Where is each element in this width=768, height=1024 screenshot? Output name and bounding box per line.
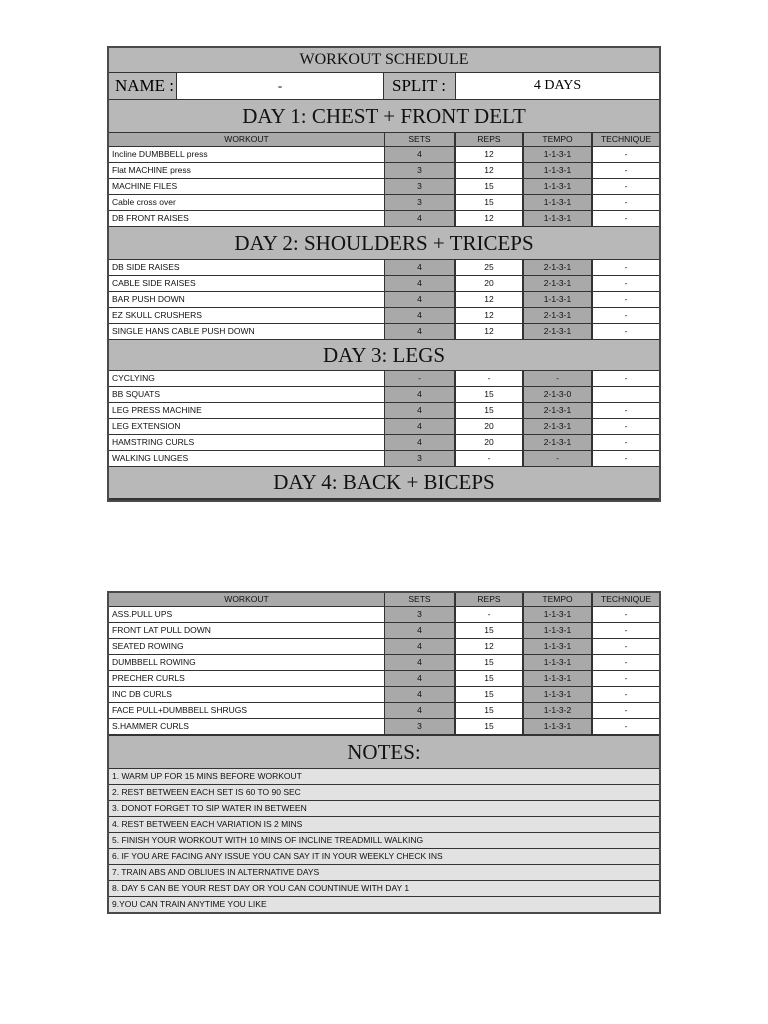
- col-workout: WORKOUT: [109, 133, 385, 146]
- reps-value: 15: [455, 687, 523, 702]
- technique-value: -: [592, 308, 659, 323]
- exercise-name: FRONT LAT PULL DOWN: [109, 623, 385, 638]
- exercise-row: [109, 719, 659, 735]
- technique-value: -: [592, 163, 659, 178]
- tempo-value: 1-1-3-1: [523, 211, 592, 226]
- exercise-row: [109, 623, 659, 639]
- day-4-rows: [109, 607, 659, 735]
- exercise-name: BB SQUATS: [109, 387, 385, 402]
- exercise-row: [109, 387, 659, 403]
- tempo-value: 1-1-3-1: [523, 687, 592, 702]
- exercise-name: ASS.PULL UPS: [109, 607, 385, 622]
- sets-value: 4: [385, 655, 455, 670]
- exercise-name: LEG EXTENSION: [109, 419, 385, 434]
- reps-value: 20: [455, 419, 523, 434]
- tempo-value: 1-1-3-1: [523, 639, 592, 654]
- sets-value: 4: [385, 260, 455, 275]
- col-technique: TECHNIQUE: [592, 133, 659, 146]
- exercise-row: [109, 211, 659, 227]
- exercise-name: SINGLE HANS CABLE PUSH DOWN: [109, 324, 385, 339]
- day-2-title: DAY 2: SHOULDERS + TRICEPS: [109, 227, 659, 260]
- reps-value: 20: [455, 276, 523, 291]
- technique-value: -: [592, 371, 659, 386]
- exercise-name: Cable cross over: [109, 195, 385, 210]
- reps-value: 12: [455, 147, 523, 162]
- reps-value: 15: [455, 403, 523, 418]
- exercise-row: [109, 655, 659, 671]
- tempo-value: 2-1-3-0: [523, 387, 592, 402]
- technique-value: -: [592, 655, 659, 670]
- exercise-row: [109, 371, 659, 387]
- reps-value: 15: [455, 195, 523, 210]
- exercise-name: Flat MACHINE press: [109, 163, 385, 178]
- technique-value: -: [592, 607, 659, 622]
- exercise-row: [109, 163, 659, 179]
- reps-value: 12: [455, 163, 523, 178]
- sets-value: 4: [385, 623, 455, 638]
- name-value: -: [177, 73, 384, 99]
- split-value: 4 DAYS: [456, 73, 659, 99]
- tempo-value: 1-1-3-1: [523, 655, 592, 670]
- reps-value: 12: [455, 308, 523, 323]
- tempo-value: 1-1-3-1: [523, 195, 592, 210]
- tempo-value: 2-1-3-1: [523, 308, 592, 323]
- reps-value: -: [455, 607, 523, 622]
- exercise-name: HAMSTRING CURLS: [109, 435, 385, 450]
- technique-value: -: [592, 687, 659, 702]
- technique-value: -: [592, 703, 659, 718]
- note-item: 7. TRAIN ABS AND OBLIUES IN ALTERNATIVE DAYS: [109, 865, 659, 881]
- exercise-row: [109, 292, 659, 308]
- col-reps: REPS: [455, 133, 523, 146]
- exercise-name: SEATED ROWING: [109, 639, 385, 654]
- schedule-sheet-page-2: [107, 591, 661, 914]
- note-item: 9.YOU CAN TRAIN ANYTIME YOU LIKE: [109, 897, 659, 912]
- note-item: 4. REST BETWEEN EACH VARIATION IS 2 MINS: [109, 817, 659, 833]
- col-technique: TECHNIQUE: [592, 593, 659, 606]
- technique-value: -: [592, 195, 659, 210]
- col-sets: SETS: [385, 133, 455, 146]
- technique-value: -: [592, 719, 659, 734]
- technique-value: -: [592, 671, 659, 686]
- exercise-name: EZ SKULL CRUSHERS: [109, 308, 385, 323]
- col-workout: WORKOUT: [109, 593, 385, 606]
- split-label: SPLIT :: [384, 73, 456, 99]
- sets-value: 3: [385, 451, 455, 466]
- exercise-row: [109, 195, 659, 211]
- technique-value: -: [592, 639, 659, 654]
- exercise-name: BAR PUSH DOWN: [109, 292, 385, 307]
- sets-value: 4: [385, 276, 455, 291]
- exercise-row: [109, 639, 659, 655]
- notes-title: NOTES:: [109, 735, 659, 769]
- reps-value: 15: [455, 703, 523, 718]
- exercise-row: [109, 260, 659, 276]
- sets-value: 3: [385, 163, 455, 178]
- sets-value: 3: [385, 607, 455, 622]
- reps-value: 25: [455, 260, 523, 275]
- technique-value: -: [592, 211, 659, 226]
- reps-value: 15: [455, 387, 523, 402]
- technique-value: -: [592, 623, 659, 638]
- reps-value: 12: [455, 211, 523, 226]
- exercise-row: [109, 671, 659, 687]
- exercise-name: S.HAMMER CURLS: [109, 719, 385, 734]
- column-header-row-2: [109, 593, 659, 607]
- exercise-row: [109, 179, 659, 195]
- day-4-title: DAY 4: BACK + BICEPS: [109, 467, 659, 500]
- tempo-value: 2-1-3-1: [523, 419, 592, 434]
- exercise-row: [109, 607, 659, 623]
- tempo-value: 2-1-3-1: [523, 260, 592, 275]
- note-item: 2. REST BETWEEN EACH SET IS 60 TO 90 SEC: [109, 785, 659, 801]
- sets-value: 3: [385, 179, 455, 194]
- tempo-value: 1-1-3-1: [523, 671, 592, 686]
- note-item: 1. WARM UP FOR 15 MINS BEFORE WORKOUT: [109, 769, 659, 785]
- tempo-value: -: [523, 451, 592, 466]
- exercise-row: [109, 403, 659, 419]
- exercise-name: DB SIDE RAISES: [109, 260, 385, 275]
- exercise-name: LEG PRESS MACHINE: [109, 403, 385, 418]
- tempo-value: 1-1-3-1: [523, 179, 592, 194]
- day-1-title: DAY 1: CHEST + FRONT DELT: [109, 100, 659, 133]
- day-1-rows: [109, 147, 659, 227]
- sets-value: 4: [385, 687, 455, 702]
- column-header-row: [109, 133, 659, 147]
- day-2-rows: [109, 260, 659, 340]
- technique-value: -: [592, 260, 659, 275]
- sets-value: 4: [385, 211, 455, 226]
- technique-value: -: [592, 324, 659, 339]
- col-sets: SETS: [385, 593, 455, 606]
- technique-value: -: [592, 179, 659, 194]
- reps-value: 15: [455, 623, 523, 638]
- tempo-value: 1-1-3-1: [523, 163, 592, 178]
- reps-value: 12: [455, 324, 523, 339]
- tempo-value: 1-1-3-1: [523, 147, 592, 162]
- name-split-row: [109, 73, 659, 100]
- exercise-row: [109, 308, 659, 324]
- reps-value: -: [455, 371, 523, 386]
- day-3-rows: [109, 371, 659, 467]
- exercise-row: [109, 687, 659, 703]
- sets-value: 3: [385, 195, 455, 210]
- tempo-value: 2-1-3-1: [523, 435, 592, 450]
- notes-list: [109, 769, 659, 912]
- exercise-name: INC DB CURLS: [109, 687, 385, 702]
- schedule-sheet-page-1: [107, 46, 661, 502]
- reps-value: 15: [455, 655, 523, 670]
- exercise-name: PRECHER CURLS: [109, 671, 385, 686]
- exercise-row: [109, 276, 659, 292]
- reps-value: -: [455, 451, 523, 466]
- sets-value: 4: [385, 639, 455, 654]
- col-reps: REPS: [455, 593, 523, 606]
- tempo-value: -: [523, 371, 592, 386]
- schedule-title: WORKOUT SCHEDULE: [109, 48, 659, 73]
- technique-value: -: [592, 451, 659, 466]
- sets-value: 4: [385, 703, 455, 718]
- technique-value: -: [592, 403, 659, 418]
- reps-value: 20: [455, 435, 523, 450]
- reps-value: 15: [455, 719, 523, 734]
- technique-value: [592, 387, 659, 402]
- exercise-row: [109, 703, 659, 719]
- exercise-row: [109, 419, 659, 435]
- reps-value: 12: [455, 639, 523, 654]
- note-item: 3. DONOT FORGET TO SIP WATER IN BETWEEN: [109, 801, 659, 817]
- exercise-name: CYCLYING: [109, 371, 385, 386]
- tempo-value: 1-1-3-1: [523, 719, 592, 734]
- tempo-value: 2-1-3-1: [523, 403, 592, 418]
- tempo-value: 2-1-3-1: [523, 324, 592, 339]
- technique-value: -: [592, 292, 659, 307]
- tempo-value: 1-1-3-1: [523, 292, 592, 307]
- sets-value: 4: [385, 671, 455, 686]
- note-item: 6. IF YOU ARE FACING ANY ISSUE YOU CAN SAY IT IN YOUR WEEKLY CHECK INS: [109, 849, 659, 865]
- note-item: 5. FINISH YOUR WORKOUT WITH 10 MINS OF INCLINE TREADMILL WALKING: [109, 833, 659, 849]
- sets-value: 3: [385, 719, 455, 734]
- sets-value: 4: [385, 403, 455, 418]
- tempo-value: 2-1-3-1: [523, 276, 592, 291]
- exercise-row: [109, 324, 659, 340]
- sets-value: 4: [385, 419, 455, 434]
- exercise-row: [109, 147, 659, 163]
- tempo-value: 1-1-3-1: [523, 607, 592, 622]
- col-tempo: TEMPO: [523, 133, 592, 146]
- reps-value: 12: [455, 292, 523, 307]
- sets-value: 4: [385, 308, 455, 323]
- technique-value: -: [592, 435, 659, 450]
- exercise-name: MACHINE FILES: [109, 179, 385, 194]
- exercise-name: DUMBBELL ROWING: [109, 655, 385, 670]
- exercise-row: [109, 435, 659, 451]
- day-3-title: DAY 3: LEGS: [109, 340, 659, 371]
- sets-value: 4: [385, 147, 455, 162]
- name-label: NAME :: [109, 73, 177, 99]
- exercise-name: FACE PULL+DUMBBELL SHRUGS: [109, 703, 385, 718]
- sets-value: -: [385, 371, 455, 386]
- exercise-name: CABLE SIDE RAISES: [109, 276, 385, 291]
- exercise-name: WALKING LUNGES: [109, 451, 385, 466]
- sets-value: 4: [385, 435, 455, 450]
- sets-value: 4: [385, 387, 455, 402]
- exercise-name: DB FRONT RAISES: [109, 211, 385, 226]
- tempo-value: 1-1-3-1: [523, 623, 592, 638]
- technique-value: -: [592, 419, 659, 434]
- technique-value: -: [592, 147, 659, 162]
- exercise-name: Incline DUMBBELL press: [109, 147, 385, 162]
- reps-value: 15: [455, 179, 523, 194]
- sets-value: 4: [385, 324, 455, 339]
- reps-value: 15: [455, 671, 523, 686]
- technique-value: -: [592, 276, 659, 291]
- sets-value: 4: [385, 292, 455, 307]
- exercise-row: [109, 451, 659, 467]
- tempo-value: 1-1-3-2: [523, 703, 592, 718]
- col-tempo: TEMPO: [523, 593, 592, 606]
- note-item: 8. DAY 5 CAN BE YOUR REST DAY OR YOU CAN COUNTINUE WITH DAY 1: [109, 881, 659, 897]
